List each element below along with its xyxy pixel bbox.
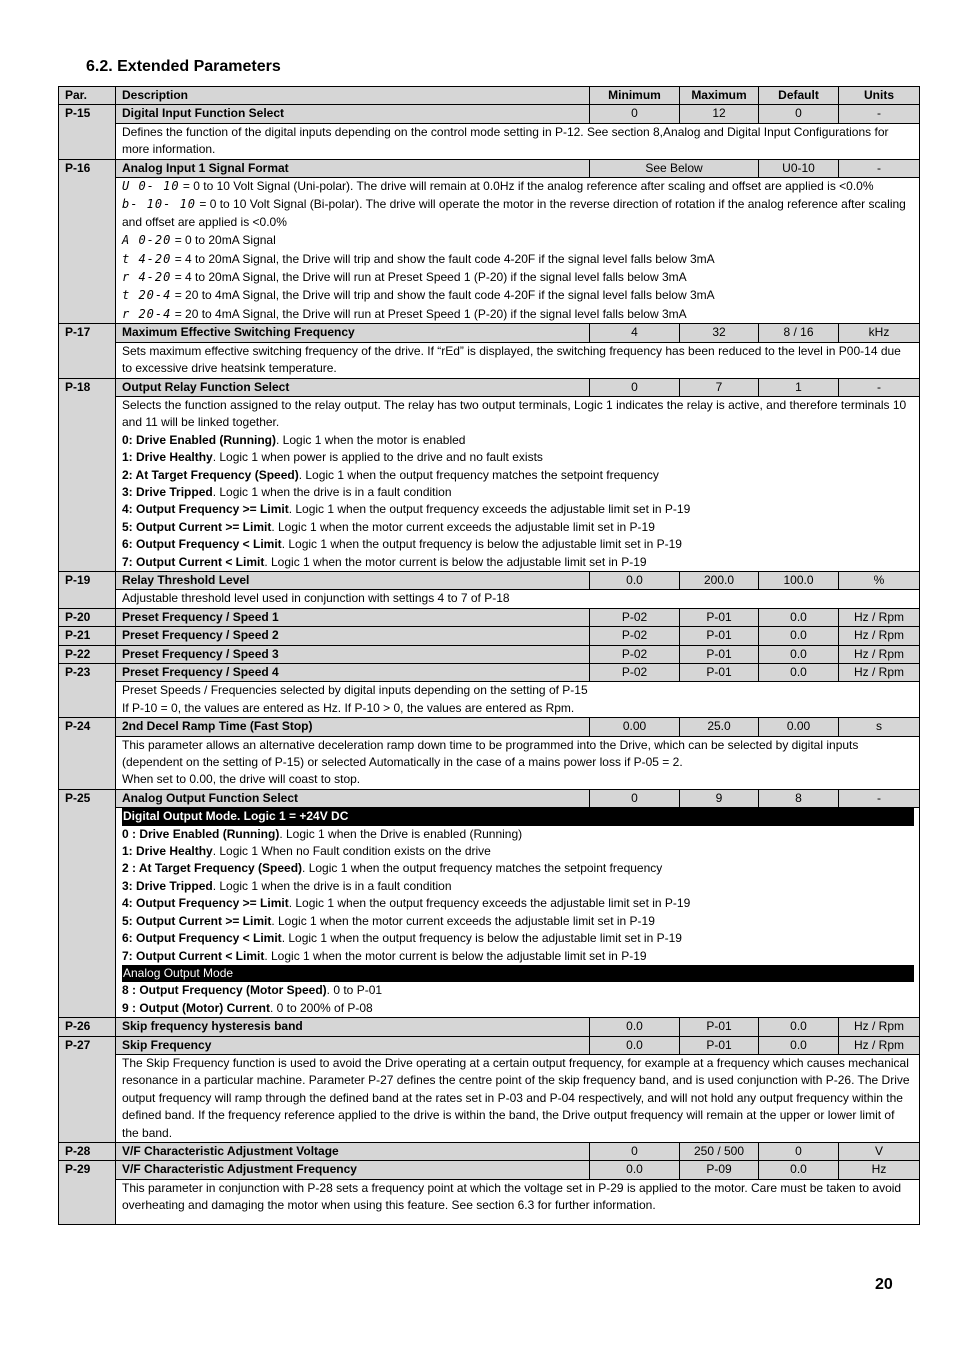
item-text: . Logic 1 when the drive is in a fault condition — [212, 484, 452, 499]
param-units: Hz — [839, 1161, 920, 1179]
item-text: = 0 to 20mA Signal — [171, 233, 276, 248]
list-item — [122, 432, 913, 449]
param-min: P-02 — [590, 645, 680, 663]
param-min: 0.0 — [590, 571, 680, 589]
display-code: b- 10- 10 — [122, 197, 197, 212]
param-default: 0.0 — [759, 1161, 839, 1179]
param-description — [116, 396, 920, 571]
param-name: Preset Frequency / Speed 4 — [116, 664, 590, 682]
param-min: P-02 — [590, 664, 680, 682]
analog-output-header: Analog Output Mode — [122, 965, 914, 982]
item-text: . Logic 1 when the output frequency exceeds the adjustable limit set in P-19 — [288, 502, 691, 517]
table-row — [59, 159, 920, 177]
param-max: 32 — [680, 324, 759, 342]
list-item — [122, 913, 913, 930]
description-line: When set to 0.00, the drive will coast to stop. — [122, 772, 361, 787]
item-label: 1: Drive Healthy — [122, 450, 213, 465]
param-name: Analog Input 1 Signal Format — [116, 159, 590, 177]
list-item — [122, 269, 913, 286]
page-number: 20 — [875, 1276, 893, 1293]
param-range: See Below — [590, 159, 759, 177]
param-description: Sets maximum effective switching frequency of the drive. If “rEd” is displayed, the switching frequency has been reduced to the level in P00-14 due to excessive drive heatsink temperature. — [116, 342, 920, 378]
list-item — [122, 843, 913, 860]
display-code: r 20-4 — [122, 306, 172, 321]
param-max: P-01 — [680, 1036, 759, 1054]
param-units: Hz / Rpm — [839, 664, 920, 682]
item-label: 4: Output Frequency >= Limit — [122, 896, 289, 911]
param-min: 0 — [590, 789, 680, 807]
param-id: P-20 — [59, 608, 116, 626]
param-max: P-01 — [680, 627, 759, 645]
param-units: - — [839, 378, 920, 396]
param-name: Preset Frequency / Speed 1 — [116, 608, 590, 626]
display-code: t 4-20 — [122, 251, 172, 266]
list-item — [122, 251, 913, 268]
param-units: Hz / Rpm — [839, 645, 920, 663]
list-item — [122, 948, 913, 965]
display-code: t 20-4 — [122, 288, 172, 303]
param-name: Preset Frequency / Speed 3 — [116, 645, 590, 663]
item-label: 8 : Output Frequency (Motor Speed) — [122, 983, 327, 998]
table-row — [59, 608, 920, 626]
display-code: r 4-20 — [122, 270, 172, 285]
list-item — [122, 232, 913, 249]
param-max: P-09 — [680, 1161, 759, 1179]
header-minimum: Minimum — [590, 87, 680, 105]
item-text: . Logic 1 when the motor current is below the adjustable limit set in P-19 — [264, 554, 647, 569]
list-item — [122, 519, 913, 536]
display-code: A 0-20 — [122, 233, 172, 248]
item-text: . Logic 1 when the drive is in a fault condition — [212, 878, 452, 893]
param-default: 0 — [759, 105, 839, 123]
item-text: . Logic 1 when the output frequency exceeds the adjustable limit set in P-19 — [288, 896, 691, 911]
param-min: 0.0 — [590, 1161, 680, 1179]
table-header-row — [59, 87, 920, 105]
header-default: Default — [759, 87, 839, 105]
list-item — [122, 178, 913, 195]
item-text: . 0 to 200% of P-08 — [269, 1000, 373, 1015]
table-row — [59, 718, 920, 736]
param-default: 0.0 — [759, 664, 839, 682]
table-row — [59, 1142, 920, 1160]
param-id: P-18 — [59, 378, 116, 571]
param-units: Hz / Rpm — [839, 627, 920, 645]
item-label: 2 : At Target Frequency (Speed) — [122, 861, 303, 876]
item-label: 5: Output Current >= Limit — [122, 913, 272, 928]
param-id: P-28 — [59, 1142, 116, 1160]
param-default: 0 — [759, 1142, 839, 1160]
param-name: 2nd Decel Ramp Time (Fast Stop) — [116, 718, 590, 736]
table-row — [59, 324, 920, 342]
param-id: P-16 — [59, 159, 116, 324]
param-name: Analog Output Function Select — [116, 789, 590, 807]
item-text: . Logic 1 When no Fault condition exists on the drive — [212, 844, 491, 859]
param-max: 200.0 — [680, 571, 759, 589]
item-text: . 0 to P-01 — [326, 983, 383, 998]
param-default: U0-10 — [759, 159, 839, 177]
param-min: P-02 — [590, 608, 680, 626]
table-row — [59, 571, 920, 589]
item-label: 5: Output Current >= Limit — [122, 519, 272, 534]
param-max: 9 — [680, 789, 759, 807]
param-name: Skip Frequency — [116, 1036, 590, 1054]
param-min: P-02 — [590, 627, 680, 645]
param-units: V — [839, 1142, 920, 1160]
param-max: 7 — [680, 378, 759, 396]
list-item — [122, 878, 913, 895]
param-name: Output Relay Function Select — [116, 378, 590, 396]
header-maximum: Maximum — [680, 87, 759, 105]
param-id: P-17 — [59, 324, 116, 378]
description-line: Preset Speeds / Frequencies selected by digital inputs depending on the setting of P-15 — [122, 683, 588, 698]
list-item — [122, 484, 913, 501]
list-item — [122, 449, 913, 466]
table-row — [59, 1161, 920, 1179]
list-item — [122, 930, 913, 947]
param-default: 0.0 — [759, 1018, 839, 1036]
item-text: = 4 to 20mA Signal, the Drive will trip and show the fault code 4-20F if the signal level falls below 3mA — [171, 251, 715, 266]
list-item — [122, 860, 913, 877]
param-default: 0.00 — [759, 718, 839, 736]
param-description: The Skip Frequency function is used to avoid the Drive operating at a certain output frequency, for example at a frequency which causes mechanical resonance in a particular machine. Parameter P-27 defines the centre point of the skip frequency band, and is used conjunction with P-26. The Drive output frequency will ramp through the defined band at the rates set in P-03 and P-04 respectively, and will not hold any output frequency within the defined band. If the frequency reference applied to the drive is within the band, the Drive output frequency will remain at the upper or lower limit of the band. — [116, 1054, 920, 1142]
digital-output-header: Digital Output Mode. Logic 1 = +24V DC — [122, 808, 914, 825]
item-label: 7: Output Current < Limit — [122, 948, 265, 963]
section-title: 6.2. Extended Parameters — [86, 58, 281, 75]
param-default: 0.0 — [759, 608, 839, 626]
param-min: 0 — [590, 105, 680, 123]
param-name: Skip frequency hysteresis band — [116, 1018, 590, 1036]
param-name: Maximum Effective Switching Frequency — [116, 324, 590, 342]
param-id: P-25 — [59, 789, 116, 1017]
list-item — [122, 196, 913, 231]
param-id: P-26 — [59, 1018, 116, 1036]
item-label: 4: Output Frequency >= Limit — [122, 502, 289, 517]
item-text: = 20 to 4mA Signal, the Drive will run at Preset Speed 1 (P-20) if the signal level falls below 3mA — [171, 306, 687, 321]
param-min: 0.0 — [590, 1018, 680, 1036]
item-text: . Logic 1 when the motor is enabled — [276, 432, 466, 447]
param-default: 100.0 — [759, 571, 839, 589]
param-description — [116, 682, 920, 718]
param-min: 0 — [590, 1142, 680, 1160]
table-row — [59, 1036, 920, 1054]
param-min: 0.00 — [590, 718, 680, 736]
header-description: Description — [116, 87, 590, 105]
param-id: P-23 — [59, 664, 116, 718]
table-row — [59, 664, 920, 682]
param-intro: Selects the function assigned to the relay output. The relay has two output terminals, Logic 1 indicates the relay is active, and therefore terminals 10 and 11 will be linked together. — [122, 397, 907, 430]
description-line: If P-10 = 0, the values are entered as Hz. If P-10 > 0, the values are entered as Rpm. — [122, 700, 575, 715]
item-text: . Logic 1 when the output frequency is below the adjustable limit set in P-19 — [281, 931, 682, 946]
item-label: 6: Output Frequency < Limit — [122, 931, 282, 946]
param-id: P-27 — [59, 1036, 116, 1142]
param-units: Hz / Rpm — [839, 608, 920, 626]
item-text: = 0 to 10 Volt Signal (Bi-polar). The drive will operate the motor in the reverse direction of rotation if the analog reference after scaling and offset are applied is <0.0% — [122, 197, 906, 229]
item-label: 0 : Drive Enabled (Running) — [122, 826, 280, 841]
item-text: . Logic 1 when power is applied to the drive and no fault exists — [212, 450, 543, 465]
table-row — [59, 378, 920, 396]
item-label: 3: Drive Tripped — [122, 484, 213, 499]
item-text: = 4 to 20mA Signal, the Drive will run at Preset Speed 1 (P-20) if the signal level falls below 3mA — [171, 270, 687, 285]
param-description — [116, 178, 920, 324]
param-description — [116, 808, 920, 1018]
param-default: 8 / 16 — [759, 324, 839, 342]
param-min: 0 — [590, 378, 680, 396]
item-text: . Logic 1 when the motor current exceeds the adjustable limit set in P-19 — [271, 519, 655, 534]
param-units: kHz — [839, 324, 920, 342]
item-label: 1: Drive Healthy — [122, 844, 213, 859]
param-description — [116, 736, 920, 789]
list-item — [122, 287, 913, 304]
item-text: = 20 to 4mA Signal, the Drive will trip and show the fault code 4-20F if the signal level falls below 3mA — [171, 288, 715, 303]
item-label: 6: Output Frequency < Limit — [122, 537, 282, 552]
list-item — [122, 467, 913, 484]
param-units: - — [839, 105, 920, 123]
param-units: Hz / Rpm — [839, 1018, 920, 1036]
list-item — [122, 895, 913, 912]
param-min: 4 — [590, 324, 680, 342]
param-name: Preset Frequency / Speed 2 — [116, 627, 590, 645]
item-label: 9 : Output (Motor) Current — [122, 1000, 270, 1015]
param-id: P-21 — [59, 627, 116, 645]
param-description: Defines the function of the digital inputs depending on the control mode setting in P-12. See section 8,Analog and Digital Input Configurations for more information. — [116, 123, 920, 159]
item-text: . Logic 1 when the output frequency matches the setpoint frequency — [302, 861, 663, 876]
item-label: 7: Output Current < Limit — [122, 554, 265, 569]
param-description: Adjustable threshold level used in conjunction with settings 4 to 7 of P-18 — [116, 590, 920, 608]
param-name: Digital Input Function Select — [116, 105, 590, 123]
param-units: % — [839, 571, 920, 589]
table-row — [59, 105, 920, 123]
item-text: . Logic 1 when the output frequency is below the adjustable limit set in P-19 — [281, 537, 682, 552]
list-item — [122, 1000, 913, 1017]
list-item — [122, 554, 913, 571]
param-units: - — [839, 789, 920, 807]
param-name: Relay Threshold Level — [116, 571, 590, 589]
param-max: 25.0 — [680, 718, 759, 736]
param-default: 0.0 — [759, 627, 839, 645]
item-text: = 0 to 10 Volt Signal (Uni-polar). The drive will remain at 0.0Hz if the analog reference after scaling and offset are applied is <0.0% — [179, 179, 874, 194]
param-id: P-22 — [59, 645, 116, 663]
param-max: 12 — [680, 105, 759, 123]
table-row — [59, 789, 920, 807]
param-description — [116, 1179, 920, 1224]
param-min: 0.0 — [590, 1036, 680, 1054]
param-max: P-01 — [680, 645, 759, 663]
list-item — [122, 501, 913, 518]
param-units: s — [839, 718, 920, 736]
item-text: . Logic 1 when the motor current is below the adjustable limit set in P-19 — [264, 948, 647, 963]
list-item — [122, 982, 913, 999]
param-max: 250 / 500 — [680, 1142, 759, 1160]
param-id: P-24 — [59, 718, 116, 790]
param-default: 0.0 — [759, 645, 839, 663]
param-max: P-01 — [680, 1018, 759, 1036]
param-default: 1 — [759, 378, 839, 396]
table-row — [59, 645, 920, 663]
item-text: . Logic 1 when the output frequency matches the setpoint frequency — [298, 467, 659, 482]
item-label: 3: Drive Tripped — [122, 878, 213, 893]
param-id: P-15 — [59, 105, 116, 159]
param-units: - — [839, 159, 920, 177]
header-units: Units — [839, 87, 920, 105]
param-default: 8 — [759, 789, 839, 807]
header-par: Par. — [59, 87, 116, 105]
param-units: Hz / Rpm — [839, 1036, 920, 1054]
list-item — [122, 306, 913, 323]
param-max: P-01 — [680, 608, 759, 626]
param-name: V/F Characteristic Adjustment Frequency — [116, 1161, 590, 1179]
param-name: V/F Characteristic Adjustment Voltage — [116, 1142, 590, 1160]
display-code: U 0- 10 — [122, 179, 180, 194]
description-text: This parameter in conjunction with P-28 sets a frequency point at which the voltage set in P-29 is applied to the motor. Care must be taken to avoid overheating and damaging the motor when using this feature. See section 6.3 for further information. — [122, 1180, 902, 1213]
extended-parameters-table — [58, 86, 920, 1225]
list-item — [122, 536, 913, 553]
list-item — [122, 826, 913, 843]
item-text: . Logic 1 when the Drive is enabled (Running) — [279, 826, 523, 841]
param-max: P-01 — [680, 664, 759, 682]
param-id: P-19 — [59, 571, 116, 608]
param-id: P-29 — [59, 1161, 116, 1224]
table-row — [59, 627, 920, 645]
description-line: This parameter allows an alternative deceleration ramp down time to be programmed into the Drive, which can be selected by digital inputs (dependent on the setting of P-15) or selected Automatically in the case of a mains power loss if P-05 = 2. — [122, 737, 859, 770]
param-default: 0.0 — [759, 1036, 839, 1054]
item-text: . Logic 1 when the motor current exceeds the adjustable limit set in P-19 — [271, 913, 655, 928]
item-label: 2: At Target Frequency (Speed) — [122, 467, 299, 482]
item-label: 0: Drive Enabled (Running) — [122, 432, 277, 447]
table-row — [59, 1018, 920, 1036]
